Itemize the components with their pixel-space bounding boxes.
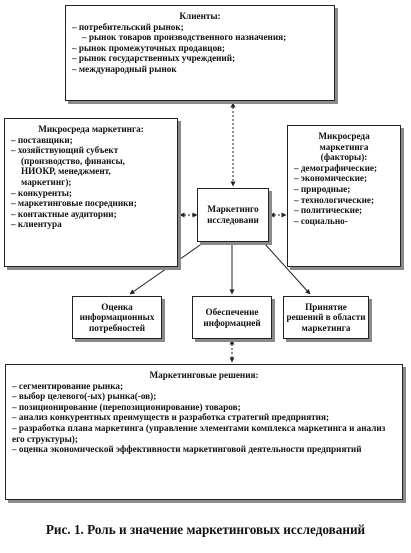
figure-caption: Рис. 1. Роль и значение маркетинговых исследований <box>45 522 366 537</box>
micro-item: маркетинг); <box>21 176 72 187</box>
marketing-decisions-box <box>5 364 403 500</box>
decisions-item: – анализ конкурентных преимуществ и разработка стратегий предприятия; <box>12 412 329 423</box>
micro-item: НИОКР, менеджмент, <box>21 166 111 177</box>
micro-item: – поставщики; <box>11 134 73 145</box>
center-line: Маркетинго <box>207 204 259 215</box>
clients-box <box>65 5 335 101</box>
micro-item: – клиентура <box>11 219 62 230</box>
decisions-item: – сегментирование рынка; <box>12 380 124 391</box>
decisions-item: – разработка плана маркетинга (управление элементами комплекса маркетинга и анализ его структуры); <box>12 422 386 444</box>
micro-environment-box <box>4 118 178 267</box>
decisions-item: – оценка экономической эффективности маркетинговой деятельности предприятий <box>12 444 362 455</box>
clients-item: – потребительский рынок; <box>72 21 184 32</box>
clients-item: – рынок государственных учреждений; <box>72 53 236 64</box>
micro-item: – контактные аудитории; <box>11 208 117 219</box>
decisions-item: – выбор целевого(-ых) рынка(-ов); <box>12 391 157 402</box>
macro-environment-title: Микросреда маркетинга (факторы): <box>318 131 370 163</box>
micro-item: – хозяйствующий субъект <box>11 145 119 156</box>
decisions-area-box: Принятие решений в области маркетинга <box>283 296 369 339</box>
macro-item: – демографические; <box>294 162 378 173</box>
clients-title: Клиенты: <box>179 11 221 21</box>
macro-item: – социально- <box>294 215 348 226</box>
clients-item: – рынок товаров производственного назначения; <box>82 32 287 43</box>
decisions-item: – позиционирование (перепозиционирование) товаров; <box>12 401 241 412</box>
micro-item: (производство, финансы, <box>21 155 125 166</box>
macro-item: – природные; <box>294 183 351 194</box>
macro-item: – экономические; <box>294 173 368 184</box>
provision-box: Обеспечение информацией <box>192 296 272 339</box>
macro-item: – политические; <box>294 205 363 216</box>
macro-item: – технологические; <box>294 194 375 205</box>
marketing-research-box <box>197 188 269 242</box>
clients-item: – рынок промежуточных продавцов; <box>72 42 225 53</box>
center-line: исследовани <box>207 215 259 225</box>
micro-item: – маркетинговые посредники; <box>11 198 137 209</box>
marketing-decisions-title: Маркетинговые решения: <box>149 370 259 380</box>
macro-environment-box <box>287 125 401 267</box>
micro-environment-title: Микросреда маркетинга: <box>38 124 144 134</box>
assessment-box: Оценка информационных потребностей <box>72 296 162 339</box>
micro-item: – конкуренты; <box>11 187 72 198</box>
clients-item: – международный рынок <box>72 63 177 74</box>
